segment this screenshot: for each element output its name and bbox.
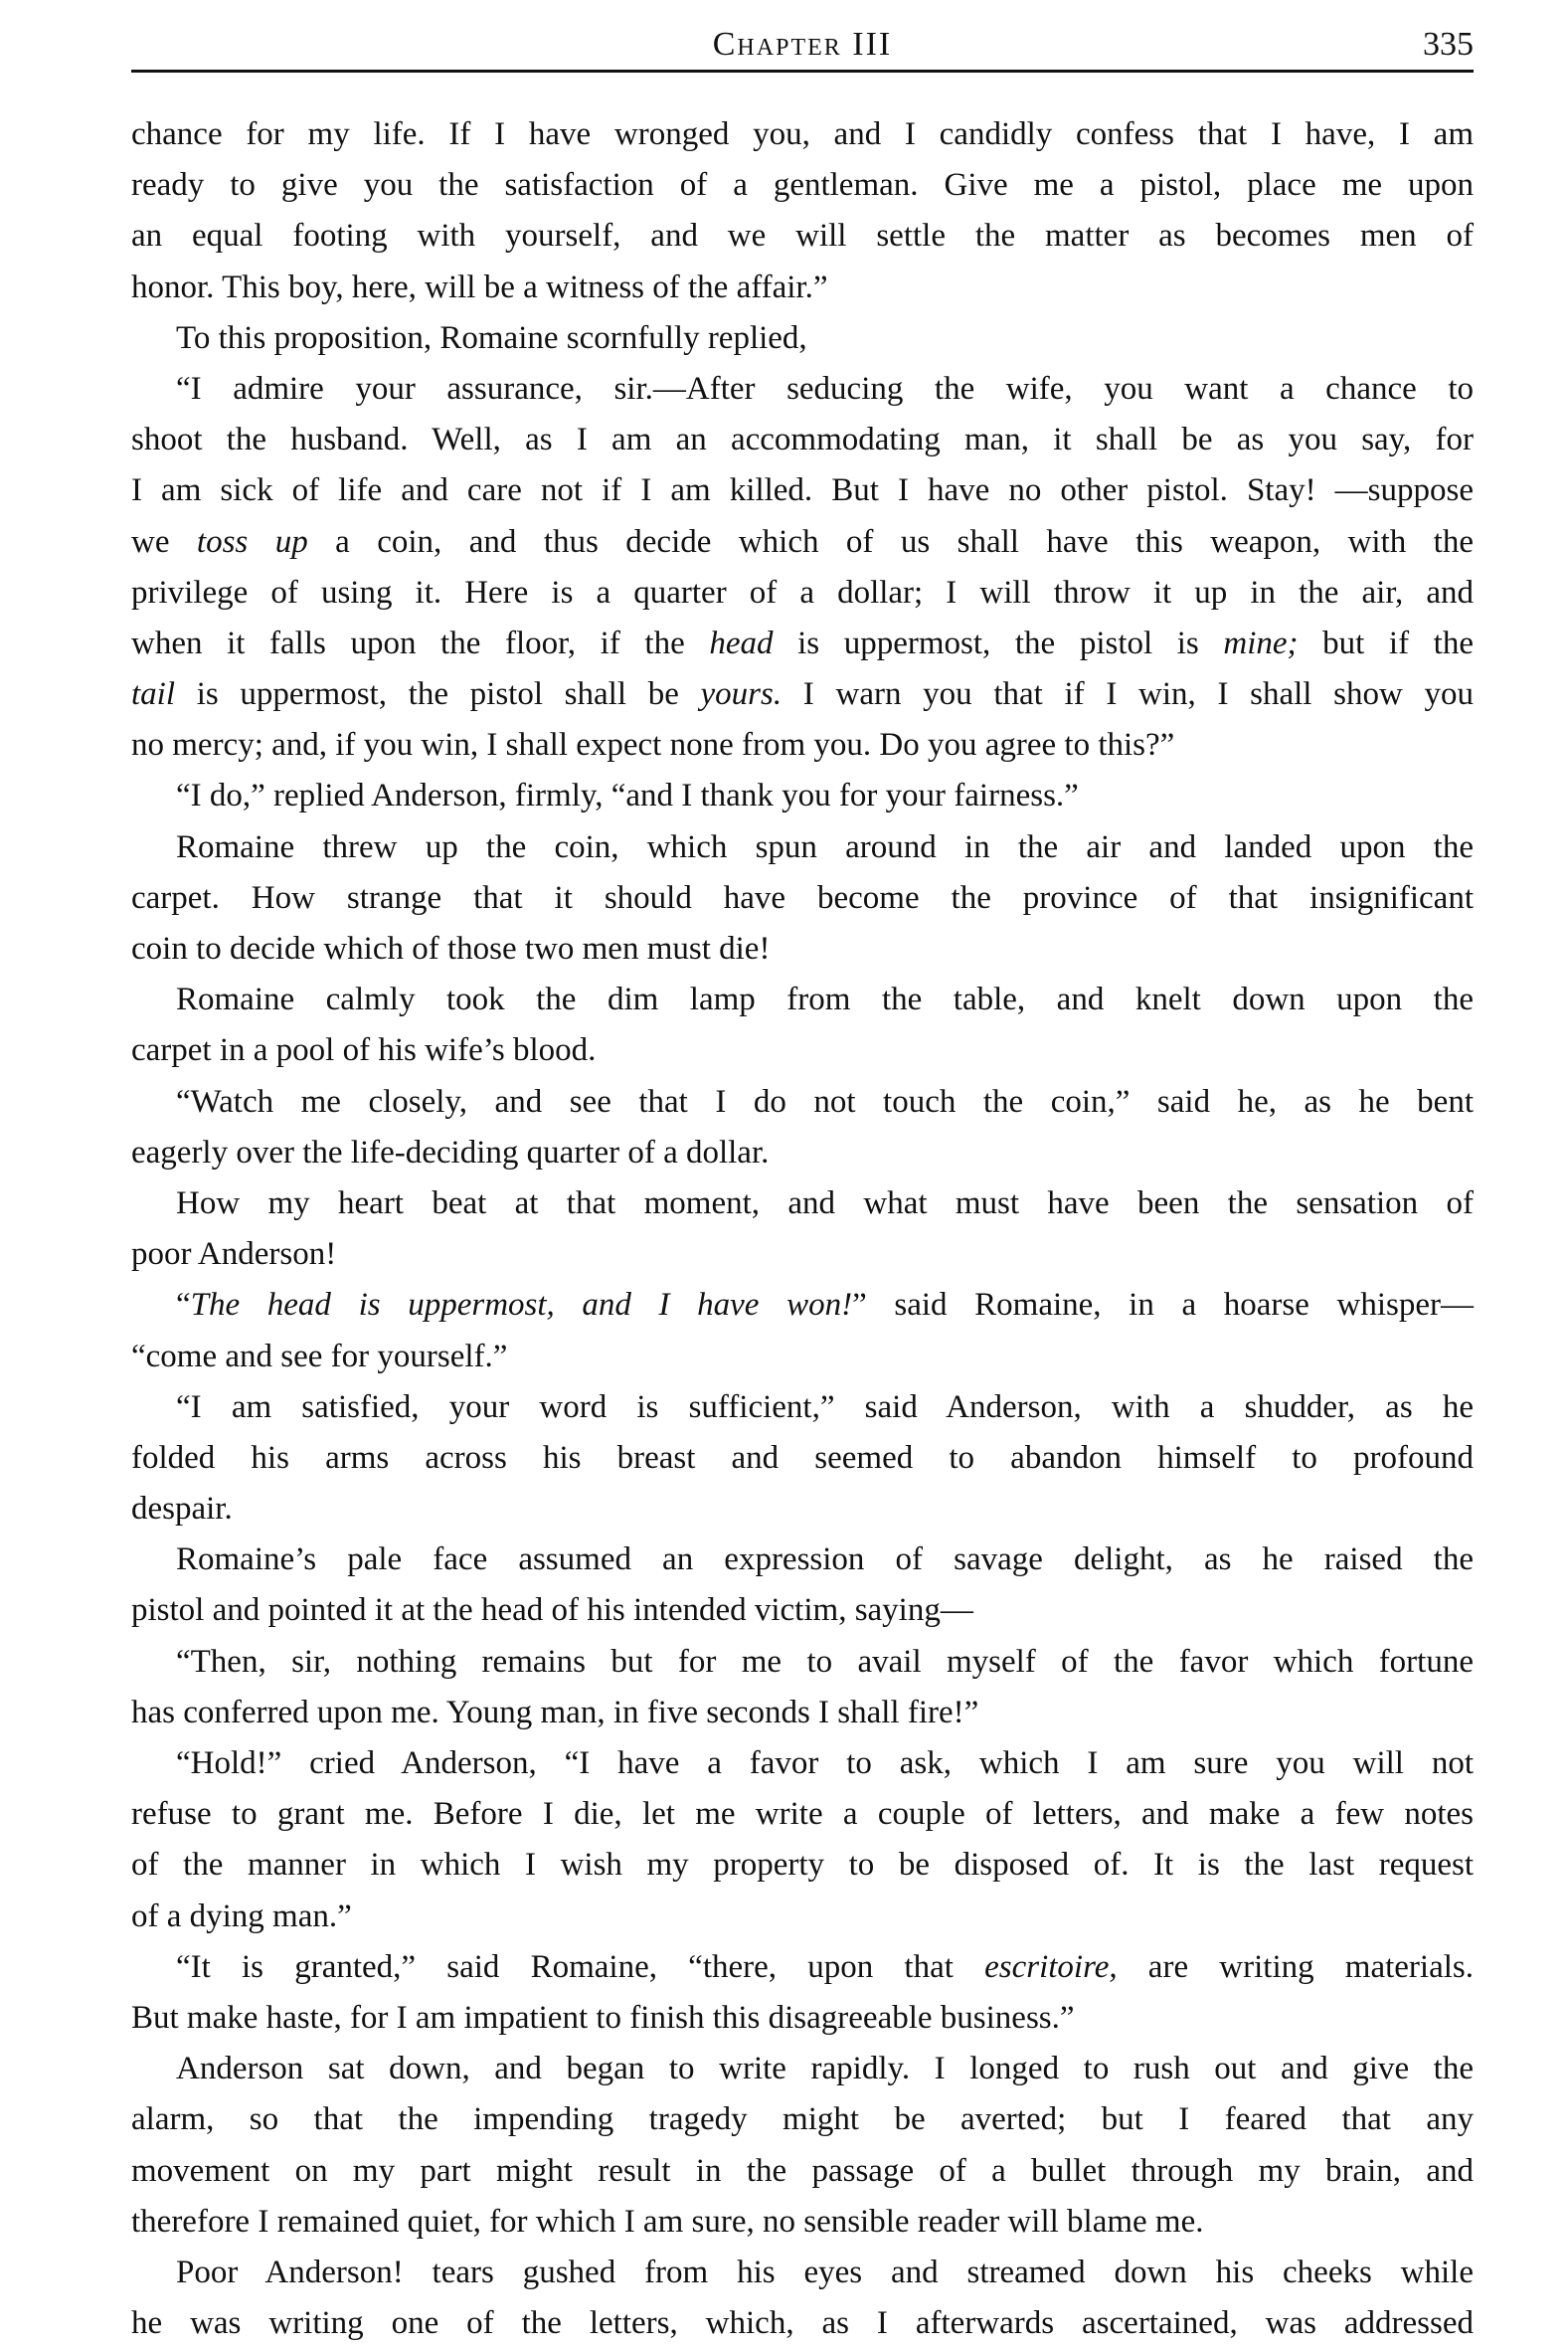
text-run: How my heart beat at that moment, and what must have been the sensation of bbox=[176, 1184, 1474, 1221]
text-line bbox=[131, 1688, 1474, 1738]
text-run: To this proposition, Romaine scornfully replied, bbox=[176, 319, 807, 356]
paragraph bbox=[131, 975, 1474, 1076]
text-run: “I do,” replied Anderson, firmly, “and I thank you for your fairness.” bbox=[176, 778, 1079, 814]
body-text bbox=[131, 109, 1474, 2349]
text-run: refuse to grant me. Before I die, let me write a couple of letters, and make a few notes bbox=[131, 1796, 1474, 1833]
text-line bbox=[131, 771, 1474, 821]
text-line bbox=[131, 465, 1474, 516]
paragraph bbox=[131, 364, 1474, 772]
text-line bbox=[131, 1789, 1474, 1840]
paragraph bbox=[131, 1382, 1474, 1536]
text-line bbox=[131, 619, 1474, 669]
text-run: movement on my part might result in the passage of a bullet through my brain, and bbox=[131, 2152, 1474, 2189]
text-line bbox=[131, 1993, 1474, 2044]
text-line bbox=[131, 1637, 1474, 1688]
text-run: “Watch me closely, and see that I do not touch the coin,” said he, as he bent bbox=[176, 1083, 1474, 1120]
text-run: I warn you that if I win, I shall show you bbox=[782, 676, 1474, 713]
text-line bbox=[131, 160, 1474, 211]
text-run: poor Anderson! bbox=[131, 1236, 337, 1273]
text-run: no mercy; and, if you win, I shall expect none from you. Do you agree to this?” bbox=[131, 727, 1175, 764]
page-number: 335 bbox=[1423, 26, 1474, 63]
paragraph bbox=[131, 1535, 1474, 1636]
text-run: eagerly over the life-deciding quarter of a dollar. bbox=[131, 1134, 770, 1171]
italic-text-run: mine; bbox=[1223, 625, 1299, 661]
text-run: “come and see for yourself.” bbox=[131, 1338, 508, 1374]
text-line bbox=[131, 873, 1474, 924]
text-run: privilege of using it. Here is a quarter of a dollar; I will throw it up in the air, and bbox=[131, 574, 1474, 611]
text-run: carpet. How strange that it should have become the province of that insignificant bbox=[131, 879, 1474, 916]
paragraph bbox=[131, 1280, 1474, 1381]
text-line bbox=[131, 1535, 1474, 1585]
header-rule bbox=[131, 70, 1474, 73]
text-run: I am sick of life and care not if I am killed. But I have no other pistol. Stay! —suppose bbox=[131, 472, 1474, 509]
text-run: “Hold!” cried Anderson, “I have a favor to ask, which I am sure you will not bbox=[176, 1745, 1474, 1781]
text-line bbox=[131, 1280, 1474, 1331]
text-line bbox=[131, 1178, 1474, 1229]
text-line bbox=[131, 720, 1474, 771]
paragraph bbox=[131, 1738, 1474, 1942]
text-run: we bbox=[131, 523, 197, 560]
text-run: when it falls upon the floor, if the bbox=[131, 625, 710, 661]
text-line bbox=[131, 924, 1474, 975]
text-run: Romaine calmly took the dim lamp from the table, and knelt down upon the bbox=[176, 982, 1474, 1018]
italic-text-run: head bbox=[709, 625, 774, 661]
paragraph bbox=[131, 109, 1474, 313]
italic-text-run: The head is uppermost, and I have won! bbox=[190, 1287, 853, 1324]
text-run: Anderson sat down, and began to write rapidly. I longed to rush out and give the bbox=[176, 2051, 1474, 2087]
text-line bbox=[131, 364, 1474, 415]
text-run: he was writing one of the letters, which, as I afterwards ascertained, was addressed bbox=[131, 2305, 1474, 2342]
text-run: “Then, sir, nothing remains but for me to avail myself of the favor which fortune bbox=[176, 1643, 1474, 1680]
text-run: alarm, so that the impending tragedy might be averted; but I feared that any bbox=[131, 2101, 1474, 2138]
text-run: is uppermost, the pistol is bbox=[773, 625, 1224, 661]
paragraph bbox=[131, 771, 1474, 821]
text-run: of the manner in which I wish my property to be disposed of. It is the last request bbox=[131, 1847, 1474, 1884]
text-run: are writing materials. bbox=[1117, 1948, 1474, 1985]
text-line bbox=[131, 1382, 1474, 1433]
text-line bbox=[131, 568, 1474, 619]
text-run: despair. bbox=[131, 1491, 233, 1528]
text-run: But make haste, for I am impatient to finish this disagreeable business.” bbox=[131, 1999, 1075, 2036]
text-line bbox=[131, 211, 1474, 262]
text-run: coin to decide which of those two men must die! bbox=[131, 931, 771, 967]
text-run: honor. This boy, here, will be a witness of the affair.” bbox=[131, 269, 828, 305]
italic-text-run: yours. bbox=[700, 676, 783, 713]
text-line bbox=[131, 1229, 1474, 1280]
text-line bbox=[131, 415, 1474, 465]
text-line bbox=[131, 2248, 1474, 2298]
paragraph bbox=[131, 1077, 1474, 1178]
paragraph bbox=[131, 313, 1474, 364]
text-line bbox=[131, 109, 1474, 160]
text-run: shoot the husband. Well, as I am an accommodating man, it shall be as you say, for bbox=[131, 422, 1474, 458]
text-run: therefore I remained quiet, for which I am sure, no sensible reader will blame me. bbox=[131, 2203, 1204, 2240]
text-line bbox=[131, 1942, 1474, 1993]
text-run: pistol and pointed it at the head of his intended victim, saying— bbox=[131, 1592, 973, 1629]
chapter-title: Chapter III bbox=[712, 26, 893, 63]
text-line bbox=[131, 2146, 1474, 2197]
text-run: “I am satisfied, your word is sufficient,” said Anderson, with a shudder, as he bbox=[176, 1388, 1474, 1425]
text-run: has conferred upon me. Young man, in five seconds I shall fire!” bbox=[131, 1694, 979, 1730]
text-run: but if the bbox=[1298, 625, 1474, 661]
text-line bbox=[131, 313, 1474, 364]
text-line bbox=[131, 822, 1474, 873]
text-line bbox=[131, 1484, 1474, 1535]
text-run: chance for my life. If I have wronged you, and I candidly confess that I have, I am bbox=[131, 116, 1474, 152]
paragraph bbox=[131, 2044, 1474, 2248]
paragraph bbox=[131, 1178, 1474, 1280]
text-run: Poor Anderson! tears gushed from his eyes and streamed down his cheeks while bbox=[176, 2254, 1474, 2290]
italic-text-run: escritoire, bbox=[984, 1948, 1118, 1985]
text-run: “I admire your assurance, sir.—After seducing the wife, you want a chance to bbox=[176, 370, 1474, 407]
text-run: an equal footing with yourself, and we will settle the matter as becomes men of bbox=[131, 218, 1474, 255]
text-line bbox=[131, 1128, 1474, 1178]
text-line bbox=[131, 2044, 1474, 2094]
text-line bbox=[131, 1025, 1474, 1076]
text-run: ” said Romaine, in a hoarse whisper— bbox=[852, 1287, 1474, 1324]
text-line bbox=[131, 1738, 1474, 1789]
text-line bbox=[131, 1585, 1474, 1636]
text-run: “It is granted,” said Romaine, “there, upon that bbox=[176, 1948, 985, 1985]
paragraph bbox=[131, 1637, 1474, 1738]
text-line bbox=[131, 263, 1474, 313]
text-run: folded his arms across his breast and seemed to abandon himself to profound bbox=[131, 1439, 1474, 1476]
text-run: “ bbox=[176, 1287, 191, 1324]
text-line bbox=[131, 1892, 1474, 1942]
text-run: Romaine’s pale face assumed an expression of savage delight, as he raised the bbox=[176, 1541, 1474, 1578]
text-run: a coin, and thus decide which of us shall have this weapon, with the bbox=[307, 523, 1474, 560]
text-run: is uppermost, the pistol shall be bbox=[175, 676, 701, 713]
text-line bbox=[131, 2094, 1474, 2145]
text-line bbox=[131, 1840, 1474, 1891]
text-line bbox=[131, 669, 1474, 720]
italic-text-run: tail bbox=[131, 676, 176, 713]
text-line bbox=[131, 2197, 1474, 2248]
running-header bbox=[131, 18, 1474, 70]
text-run: carpet in a pool of his wife’s blood. bbox=[131, 1032, 597, 1069]
text-run: ready to give you the satisfaction of a gentleman. Give me a pistol, place me upon bbox=[131, 167, 1474, 204]
text-line bbox=[131, 1332, 1474, 1382]
text-line bbox=[131, 1433, 1474, 1484]
italic-text-run: toss up bbox=[196, 523, 308, 560]
paragraph bbox=[131, 2248, 1474, 2349]
text-run: of a dying man.” bbox=[131, 1897, 352, 1934]
paragraph bbox=[131, 822, 1474, 976]
text-run: Romaine threw up the coin, which spun around in the air and landed upon the bbox=[176, 828, 1474, 865]
paragraph bbox=[131, 1942, 1474, 2044]
text-line bbox=[131, 975, 1474, 1025]
text-line bbox=[131, 2298, 1474, 2349]
text-line bbox=[131, 517, 1474, 568]
text-line bbox=[131, 1077, 1474, 1128]
